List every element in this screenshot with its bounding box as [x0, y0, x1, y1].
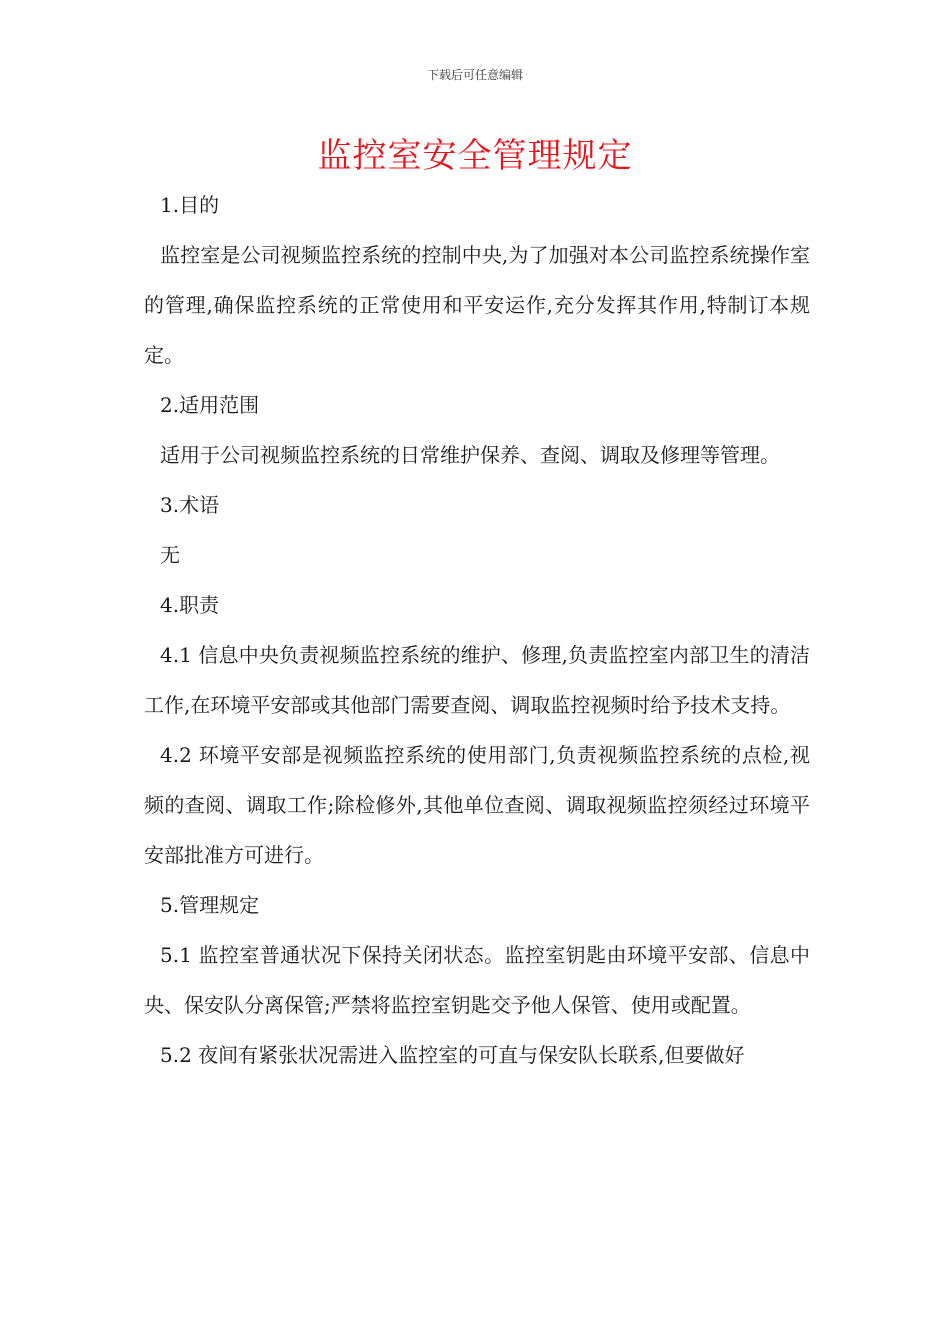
page-header-note: 下载后可任意编辑	[426, 68, 523, 82]
section-heading-responsibilities: 4.职责	[160, 593, 220, 617]
document-title: 监控室安全管理规定	[317, 136, 633, 176]
paragraph-rule-5-1: 5.1 监控室普通状况下保持关闭状态。监控室钥匙由环境平安部、信息中央、保安队分离保管;严禁将监控室钥匙交予他人保管、使用或配置。	[144, 943, 810, 1017]
paragraph-purpose: 监控室是公司视频监控系统的控制中央,为了加强对本公司监控系统操作室的管理,确保监控系统的正常使用和平安运作,充分发挥其作用,特制订本规定。	[144, 243, 810, 367]
section-heading-purpose: 1.目的	[160, 193, 220, 217]
paragraph-terms: 无	[160, 543, 180, 567]
section-heading-terms: 3.术语	[160, 493, 220, 517]
paragraph-responsibility-4-2: 4.2 环境平安部是视频监控系统的使用部门,负责视频监控系统的点检,视频的查阅、调取工作;除检修外,其他单位查阅、调取视频监控须经过环境平安部批准方可进行。	[144, 743, 810, 867]
section-heading-scope: 2.适用范围	[160, 393, 260, 417]
section-heading-management-rules: 5.管理规定	[160, 893, 260, 917]
paragraph-scope: 适用于公司视频监控系统的日常维护保养、查阅、调取及修理等管理。	[160, 443, 780, 467]
paragraph-responsibility-4-1: 4.1 信息中央负责视频监控系统的维护、修理,负责监控室内部卫生的清洁工作,在环境平安部或其他部门需要查阅、调取监控视频时给予技术支持。	[144, 643, 810, 717]
document-body	[144, 180, 810, 1080]
paragraph-rule-5-2: 5.2 夜间有紧张状况需进入监控室的可直与保安队长联系,但要做好	[160, 1043, 745, 1067]
